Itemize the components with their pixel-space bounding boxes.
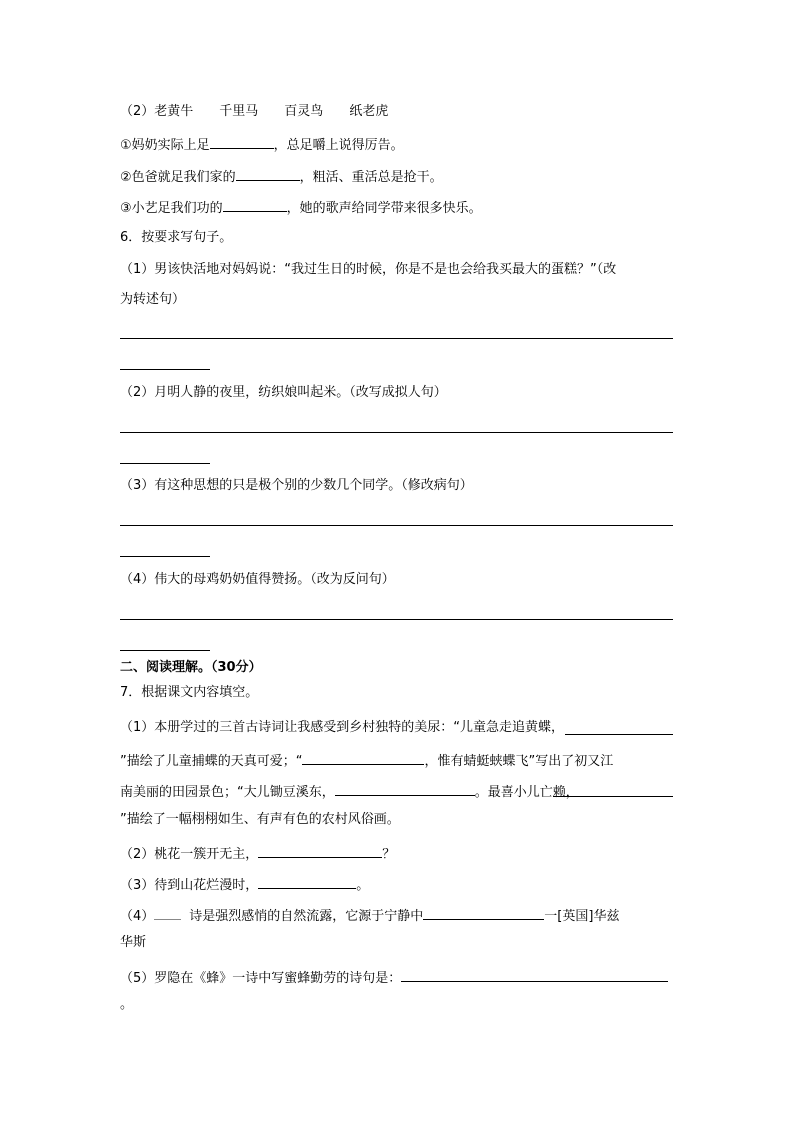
question-title: 7．根据课文内容填空。 [120,685,259,700]
answer-blank[interactable] [335,782,475,796]
text: ，惟有蜻蜓蛱蝶飞”写出了初又江 [424,754,614,769]
answer-line[interactable] [120,556,210,557]
text-line: ”描绘了一幅栩栩如生、有声有色的农村风俗画。 [120,812,400,827]
text: ③小艺足我们功的 [120,201,223,216]
text-line [120,720,564,736]
question-title: 6．按要求写句子。 [120,230,233,245]
answer-line[interactable] [120,463,210,464]
text-line [120,968,668,987]
answer-blank[interactable] [210,135,274,149]
answer-line[interactable] [120,369,210,370]
text-line: 。 [120,997,134,1012]
answer-blank[interactable] [302,751,424,765]
text: ①妈奶实际上足 [120,138,210,153]
text: 。最喜小儿亡赖， [474,785,579,800]
text: ，粗活、重活总是抢干。 [299,170,443,185]
text: ，总足嚼上说得厉告。 [273,138,404,153]
text: ”描绘了儿童捕蝶的天真可爱；“ [120,754,303,769]
text: （5）罗隐在《蜂》一诗中写蜜蜂勤劳的诗句是： [120,971,402,986]
prompt-text: （1）男该快活地对妈妈说：“我过生日的时候，你是不是也会给我买最大的蛋糕？”（改 [120,262,617,277]
answer-blank[interactable] [553,796,673,797]
answer-blank[interactable] [236,167,300,181]
text: 。 [356,878,370,893]
text: （4） [120,909,155,924]
text-line [120,751,613,770]
answer-blank[interactable] [258,875,356,889]
prompt-text: （2）月明人静的夜里，纺织娘叫起米。（改写成拟人句） [120,385,447,400]
text: ？ [382,847,396,862]
sentence-2 [120,167,443,186]
word-options [120,104,388,120]
text-line [120,844,395,863]
answer-blank[interactable] [401,968,668,982]
answer-line[interactable] [120,650,210,651]
text-line [120,875,369,894]
text-line [120,782,579,801]
option-text: 千里马 [219,104,259,119]
answer-blank[interactable] [258,844,382,858]
text: （2）桃花一簇开无主， [120,847,259,862]
option-text: （2）老黄牛 [120,104,194,119]
text: （1）本册学过的三首古诗词让我感受到乡村独特的美尿：“儿童急走追黄蝶， [120,720,565,735]
prompt-text: 为转述句） [120,292,186,307]
answer-line[interactable] [120,619,673,620]
text: ②色爸就足我们家的 [120,170,236,185]
answer-line[interactable] [120,525,673,526]
option-text: 纸老虎 [349,104,389,119]
prompt-text: （4）伟大的母鸡奶奶值得赞扬。（改为反问句） [120,572,395,587]
answer-line[interactable] [120,432,673,433]
answer-blank[interactable] [565,734,673,735]
text-line: 华斯 [120,935,147,950]
text: 一[英国]华兹 [544,909,620,924]
text-line [120,906,619,925]
text: （3）待到山花烂漫时， [120,878,259,893]
text: 南美丽的田园景色；“大儿锄豆溪东， [120,785,335,800]
answer-blank[interactable] [423,906,544,920]
sentence-1 [120,135,404,154]
section-heading: 二、阅读理解。（30分） [120,660,262,675]
text: 诗是强烈感悄的自然流露，它源于宁静中 [189,909,424,924]
answer-line[interactable] [120,338,673,339]
answer-blank[interactable] [223,198,287,212]
answer-blank[interactable] [154,906,181,920]
text: ，她的歌声给同学带来很多快乐。 [286,201,482,216]
prompt-text: （3）有这种思想的只是极个别的少数几个同学。（修改病句） [120,478,473,493]
option-text: 百灵鸟 [284,104,324,119]
sentence-3 [120,198,482,217]
